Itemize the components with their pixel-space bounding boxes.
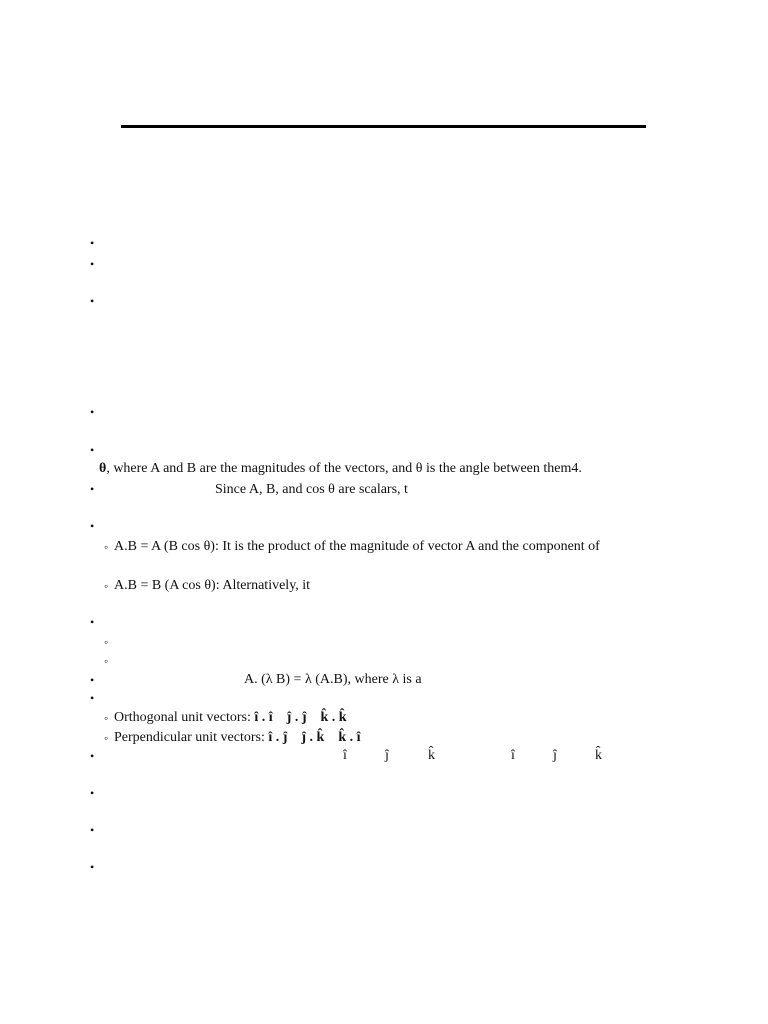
sub-bullet-6: ◦ (104, 731, 109, 745)
sub-bullet-4: ◦ (104, 654, 109, 668)
bullet-9: • (90, 673, 95, 687)
unit-j-1: ĵ (385, 748, 389, 763)
orthogonal-math: î . î ĵ . ĵ k̂ . k̂ (254, 710, 347, 725)
unit-k-1: k̂ (428, 748, 435, 763)
bullet-8: • (90, 615, 95, 629)
bullet-12: • (90, 786, 95, 800)
unit-k-2: k̂ (595, 748, 602, 763)
bullet-7: • (90, 519, 95, 533)
sub-bullet-5: ◦ (104, 711, 109, 725)
bullet-13: • (90, 823, 95, 837)
title-rule (121, 125, 646, 128)
bullet-4: • (90, 405, 95, 419)
ab-cos-b-text: A.B = A (B cos θ): It is the product of the magnitude of vector A and the component of (114, 539, 600, 554)
sub-bullet-3: ◦ (104, 635, 109, 649)
bullet-5: • (90, 443, 95, 457)
bullet-14: • (90, 860, 95, 874)
bullet-3: • (90, 294, 95, 308)
bullet-11: • (90, 749, 95, 763)
bullet-10: • (90, 691, 95, 705)
bullet-1: • (90, 236, 95, 250)
theta-symbol: θ (99, 461, 107, 476)
scalars-text: Since A, B, and cos θ are scalars, t (215, 482, 408, 497)
ab-cos-a-text: A.B = B (A cos θ): Alternatively, it (114, 578, 311, 593)
perpendicular-line (114, 730, 361, 746)
bullet-2: • (90, 257, 95, 271)
sub-bullet-2: ◦ (104, 579, 109, 593)
perpendicular-math: î . ĵ ĵ . k̂ k̂ . î (268, 730, 361, 745)
orthogonal-label: Orthogonal unit vectors: (114, 710, 255, 725)
lambda-text: A. (λ B) = λ (A.B), where λ is a (244, 672, 422, 687)
unit-i-2: î (511, 748, 515, 763)
orthogonal-line (114, 710, 347, 726)
unit-j-2: ĵ (553, 748, 557, 763)
dot-product-definition-line (99, 461, 582, 477)
bullet-6: • (90, 482, 95, 496)
unit-i-1: î (343, 748, 347, 763)
magnitudes-text: , where A and B are the magnitudes of the vectors, and θ is the angle between them4. (106, 461, 582, 476)
perpendicular-label: Perpendicular unit vectors: (114, 730, 269, 745)
sub-bullet-1: ◦ (104, 540, 109, 554)
